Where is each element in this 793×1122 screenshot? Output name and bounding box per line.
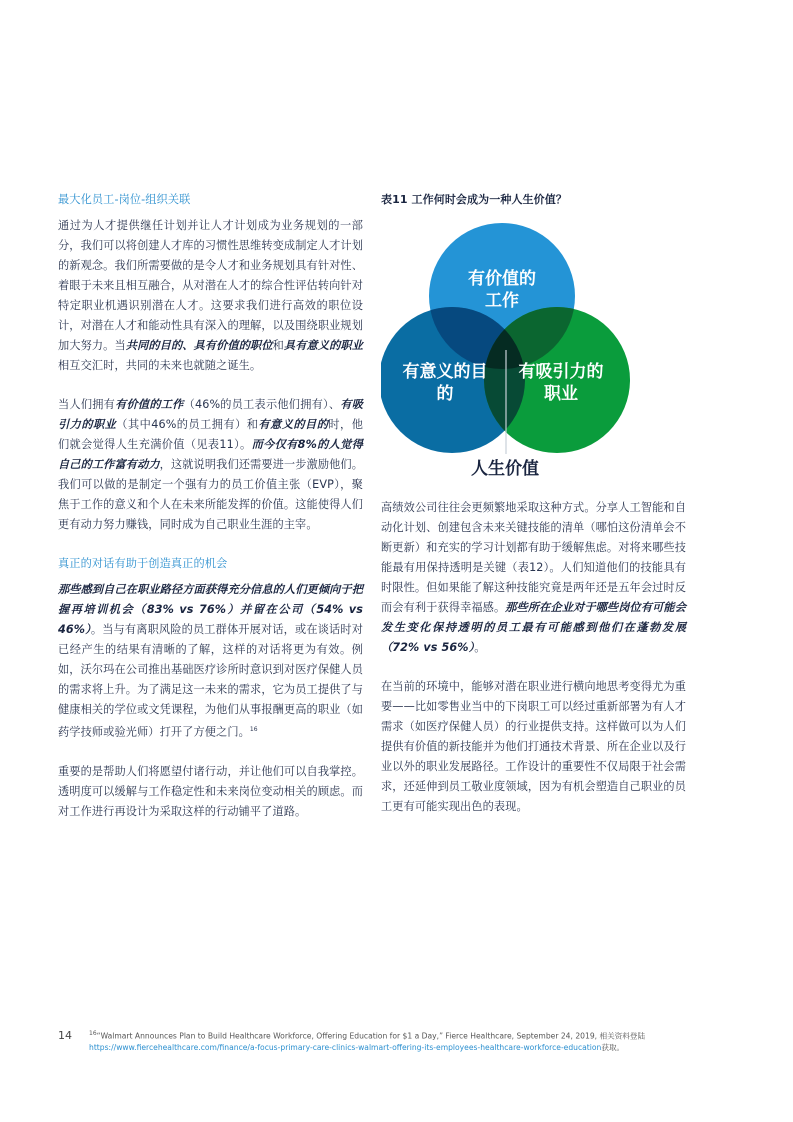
venn-diagram <box>381 222 686 492</box>
emphasis-text: 那些感到自己在职业路径方面获得充分信息的人们更倾向于把握再培训机会（83% vs 76%）并留在公司（54% vs 46%） <box>58 583 363 636</box>
text: ，这就说明我们还需要进一步激励他们。我们可以做的是制定一个强有力的员工价值主张（EVP），聚焦于工作的意义和个人在未来所能发挥的价值。这能使得人们更有动力努力赚钱，同时成为自己职业生涯的主宰。 <box>58 458 363 531</box>
label-right-1: 有吸引力的 <box>518 362 604 382</box>
text: 相互交汇时，共同的未来也就随之诞生。 <box>58 359 262 372</box>
text: （46%的员工表示他们拥有）、 <box>183 398 341 411</box>
text: （其中46%的员工拥有）和 <box>116 418 259 431</box>
emphasis-text: 具有意义的职业 <box>283 339 363 352</box>
right-column-body <box>381 498 686 836</box>
emphasis-text: 有吸引力的职业 <box>58 398 363 431</box>
emphasis-text: 那些所在企业对于哪些岗位有可能会发生变化保持透明的员工最有可能感到他们在蓬勃发展（72% vs 56%） <box>381 601 686 654</box>
paragraph-talent-planning <box>58 216 363 376</box>
emphasis-text: 共同的目的、具有价值的职位 <box>125 339 273 352</box>
text: 时，他们就会觉得人生充满价值（见表11）。 <box>58 418 363 451</box>
paragraph-high-performers <box>381 498 686 658</box>
footnote-link[interactable]: https://www.fiercehealthcare.com/finance/a-focus-primary-care-clinics-walmart-offering-its-employees-healthcare-workforce-education <box>89 1042 602 1052</box>
section-heading-dialogue: 真正的对话有助于创造真正的机会 <box>58 557 228 570</box>
text: 通过为人才提供继任计划并让人才计划成为业务规划的一部分，我们可以将创建人才库的习惯性思维转变成制定人才计划的新观念。我们所需要做的是令人才和业务规划具有针对性、着眼于未来且相互融合，从对潜在人才的综合性评估转向针对特定职业机遇识别潜在人才。这要求我们进行高效的职位设计，对潜在人才和能动性具有深入的理解，以及围绕职业规划加大努力。当 <box>58 219 363 352</box>
emphasis-text: 有价值的工作 <box>115 398 184 411</box>
footnote-ref: 16 <box>249 726 258 733</box>
emphasis-text: 有意义的目的 <box>258 418 329 431</box>
text: 。当与有离职风险的员工群体开展对话，或在谈话时对已经产生的结果有清晰的了解，这样的对话将更为有效。例如，沃尔玛在公司推出基础医疗诊所时意识到对医疗保健人员的需求将上升。为了满足这一未来的需求，它为员工提供了与健康相关的学位或文凭课程，为他们从事报酬更高的职业（如药学技师或验光师）打开了方便之门。 <box>58 623 363 739</box>
label-left-1: 有意义的目 <box>402 362 488 382</box>
label-center: 人生价值 <box>471 459 539 479</box>
text: 当人们拥有 <box>58 398 116 411</box>
label-top-2: 工作 <box>485 291 519 311</box>
right-column <box>381 190 686 210</box>
page-number: 14 <box>58 1029 72 1042</box>
text: 和 <box>272 339 284 352</box>
paragraph-life-value <box>58 395 363 535</box>
label-top-1: 有价值的 <box>468 269 536 289</box>
footnote-number: 16 <box>89 1030 97 1037</box>
text: 。 <box>474 641 486 654</box>
paragraph-lateral-thinking: 在当前的环境中，能够对潜在职业进行横向地思考变得尤为重要——比如零售业当中的下岗职工可以经过重新部署为有人才需求（如医疗保健人员）的行业提供支持。这样做可以为人们提供有价值的新技能并为他们打通技术背景、所在企业以及行业以外的职业发展路径。工作设计的重要性不仅局限于社会需求，还延伸到员工敬业度领域，因为有机会塑造自己职业的员工更有可能实现出色的表现。 <box>381 680 686 813</box>
footnote-text: “Walmart Announces Plan to Build Healthcare Workforce, Offering Education for $1 a Day,” Fierce Healthcare, September 24, 2019, 相关资料登陆 <box>96 1031 646 1041</box>
venn-svg <box>381 222 686 492</box>
paragraph-walmart-example <box>58 580 363 743</box>
label-left-2: 的 <box>436 384 454 404</box>
section-heading-maximize: 最大化员工-岗位-组织关联 <box>58 193 191 206</box>
figure-title: 表11 工作何时会成为一种人生价值？ <box>381 193 567 206</box>
text: 高绩效公司往往会更频繁地采取这种方式。分享人工智能和自动化计划、创建包含未来关键技能的清单（哪怕这份清单会不断更新）和充实的学习计划都有助于缓解焦虑。对将来哪些技能最有用保持透明是关键（表12）。人们知道他们的技能具有时限性。但如果能了解这种技能究竟是两年还是五年会过时反而会有利于获得幸福感。 <box>381 501 686 614</box>
footnote <box>89 1028 749 1053</box>
emphasis-text: 而今仅有8%的人觉得自己的工作富有动力 <box>58 438 363 471</box>
left-column <box>58 190 363 841</box>
footnote-suffix: 获取。 <box>601 1042 625 1052</box>
paragraph-transparency: 重要的是帮助人们将愿望付诸行动，并让他们可以自我掌控。透明度可以缓解与工作稳定性和未来岗位变动相关的顾虑。而对工作进行再设计为采取这样的行动铺平了道路。 <box>58 764 363 818</box>
label-right-2: 职业 <box>544 384 578 404</box>
